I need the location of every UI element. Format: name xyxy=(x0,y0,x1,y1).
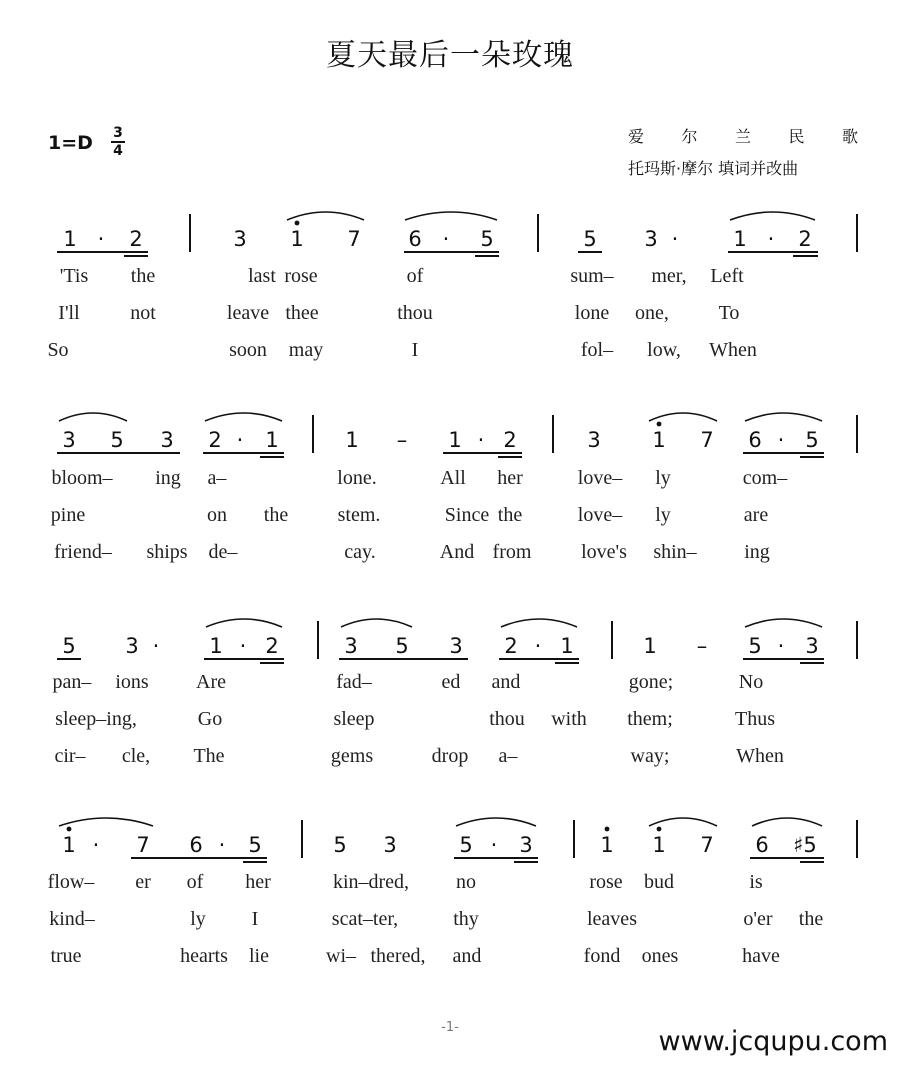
lyric-word: thered, xyxy=(370,945,426,967)
note-0-3: 3 xyxy=(233,227,247,251)
note-1-1: 5 xyxy=(110,428,124,452)
slur-arc xyxy=(649,413,717,421)
slur-arc xyxy=(59,818,153,826)
lyric-word: the xyxy=(130,265,156,287)
note-3-5: 5 xyxy=(248,833,262,857)
slur-arc xyxy=(649,818,717,826)
note-2-2: · xyxy=(152,634,160,658)
note-3-9: · xyxy=(490,833,498,857)
lyric-word: soon xyxy=(229,339,267,361)
lyric-word: have xyxy=(742,945,780,967)
lyric-word: thou xyxy=(489,708,525,730)
note-1-11: 3 xyxy=(587,428,601,452)
slur-arc xyxy=(456,818,536,826)
lyric-word: ing xyxy=(155,467,181,489)
note-0-1: · xyxy=(97,227,105,251)
key-signature: 1=D xyxy=(48,132,93,154)
note-3-13: 7 xyxy=(700,833,714,857)
note-2-8: 3 xyxy=(449,634,463,658)
lyric-word: a– xyxy=(498,745,518,767)
lyric-word: fol– xyxy=(580,339,614,361)
lyric-word: 'Tis xyxy=(59,265,89,287)
lyric-word: ones xyxy=(641,945,679,967)
slur-arc xyxy=(745,413,822,421)
lyric-word: cir– xyxy=(54,745,86,767)
note-3-14: 6 xyxy=(755,833,769,857)
lyric-word: of xyxy=(186,871,204,893)
note-3-7: 3 xyxy=(383,833,397,857)
lyric-word: cle, xyxy=(121,745,151,767)
lyric-word: When xyxy=(709,339,757,361)
note-2-12: 1 xyxy=(643,634,657,658)
note-2-1: 3 xyxy=(125,634,139,658)
slur-arc xyxy=(752,818,822,826)
note-1-4: · xyxy=(236,428,244,452)
note-0-8: 5 xyxy=(480,227,494,251)
lyric-word: o'er xyxy=(743,908,773,930)
note-2-3: 1 xyxy=(209,634,223,658)
lyric-word: may xyxy=(288,339,324,361)
lyric-word: ly xyxy=(655,467,671,489)
slur-arc xyxy=(287,212,364,220)
lyric-word: are xyxy=(743,504,769,526)
lyric-word: ships xyxy=(146,541,188,563)
note-1-10: 2 xyxy=(503,428,517,452)
note-1-2: 3 xyxy=(160,428,174,452)
author-credit: 托玛斯·摩尔 填词并改曲 xyxy=(628,159,799,178)
note-3-12: 1 xyxy=(652,833,666,857)
lyric-word: the xyxy=(263,504,289,526)
note-1-5: 1 xyxy=(265,428,279,452)
lyric-word: and xyxy=(452,945,482,967)
lyric-word: I'll xyxy=(58,302,80,324)
note-2-0: 5 xyxy=(62,634,76,658)
time-signature-bottom: 4 xyxy=(113,143,123,159)
slur-arc xyxy=(341,619,412,627)
slur-arc xyxy=(405,212,497,220)
lyric-word: is xyxy=(749,871,763,893)
lyric-word: And xyxy=(439,541,475,563)
lyric-word: thou xyxy=(397,302,433,324)
lyric-word: from xyxy=(492,541,532,563)
lyric-word: So xyxy=(47,339,69,361)
note-0-13: · xyxy=(767,227,775,251)
note-2-14: 5 xyxy=(748,634,762,658)
origin-credit: 爱 尔 兰 民 歌 xyxy=(628,127,858,146)
slur-arc xyxy=(501,619,577,627)
lyric-word: All xyxy=(440,467,466,489)
lyric-word: stem. xyxy=(337,504,381,526)
slur-arc xyxy=(206,619,282,627)
lyric-word: leave xyxy=(226,302,270,324)
lyric-word: cay. xyxy=(344,541,376,563)
note-0-4: 1 xyxy=(290,227,304,251)
lyric-word: and xyxy=(491,671,521,693)
lyric-word: Left xyxy=(710,265,744,287)
lyric-word: No xyxy=(738,671,764,693)
note-1-9: · xyxy=(477,428,485,452)
slur-arc xyxy=(745,619,822,627)
note-1-12: 1 xyxy=(652,428,666,452)
lyric-word: friend– xyxy=(54,541,112,563)
lyric-word: shin– xyxy=(653,541,697,563)
note-0-2: 2 xyxy=(129,227,143,251)
lyric-word: com– xyxy=(742,467,788,489)
note-0-11: · xyxy=(671,227,679,251)
lyric-word: ed xyxy=(441,671,461,693)
lyric-word: er xyxy=(135,871,151,893)
lyric-word: one, xyxy=(635,302,669,324)
lyric-word: When xyxy=(736,745,784,767)
site-watermark: www.jcqupu.com xyxy=(658,1026,888,1057)
lyric-word: fad– xyxy=(336,671,372,693)
lyric-word: I xyxy=(411,339,419,361)
note-1-8: 1 xyxy=(448,428,462,452)
note-0-9: 5 xyxy=(583,227,597,251)
lyric-word: wi– xyxy=(326,945,356,967)
lyric-word: de– xyxy=(208,541,238,563)
note-3-2: 7 xyxy=(136,833,150,857)
lyric-word: last xyxy=(248,265,276,287)
note-0-10: 3 xyxy=(644,227,658,251)
note-3-15: ♯5 xyxy=(793,833,817,857)
note-3-1: · xyxy=(92,833,100,857)
lyric-word: bud xyxy=(644,871,674,893)
lyric-word: pan– xyxy=(52,671,92,693)
lyric-word: mer, xyxy=(651,265,687,287)
lyric-word: rose xyxy=(589,871,623,893)
note-0-5: 7 xyxy=(347,227,361,251)
lyric-word: drop xyxy=(431,745,469,767)
lyric-word: the xyxy=(497,504,523,526)
lyric-word: kind– xyxy=(49,908,95,930)
lyric-word: not xyxy=(130,302,156,324)
note-2-7: 5 xyxy=(395,634,409,658)
slur-arc xyxy=(205,413,282,421)
lyric-word: the xyxy=(798,908,824,930)
note-1-0: 3 xyxy=(62,428,76,452)
note-3-6: 5 xyxy=(333,833,347,857)
note-2-11: 1 xyxy=(560,634,574,658)
lyric-word: Go xyxy=(197,708,223,730)
note-2-10: · xyxy=(534,634,542,658)
note-3-4: · xyxy=(218,833,226,857)
lyric-word: fond xyxy=(583,945,621,967)
octave-dot-above xyxy=(67,827,72,832)
lyric-word: sleep xyxy=(333,708,375,730)
note-0-12: 1 xyxy=(733,227,747,251)
lyric-word: love– xyxy=(577,504,623,526)
note-2-16: 3 xyxy=(805,634,819,658)
note-1-3: 2 xyxy=(208,428,222,452)
note-1-7: – xyxy=(396,428,408,452)
slur-arc xyxy=(59,413,127,421)
lyric-word: lie xyxy=(249,945,269,967)
lyric-word: gems xyxy=(330,745,374,767)
lyric-word: Since xyxy=(444,504,490,526)
lyric-word: rose xyxy=(284,265,318,287)
slur-arc xyxy=(730,212,815,220)
lyric-word: sum– xyxy=(570,265,614,287)
lyric-word: no xyxy=(456,871,476,893)
lyric-word: of xyxy=(406,265,424,287)
note-3-8: 5 xyxy=(459,833,473,857)
lyric-word: Thus xyxy=(735,708,775,730)
note-1-16: 5 xyxy=(805,428,819,452)
note-2-6: 3 xyxy=(344,634,358,658)
lyric-word: Are xyxy=(196,671,226,693)
lyric-word: love's xyxy=(581,541,627,563)
lyric-word: lone. xyxy=(337,467,377,489)
lyric-word: ing xyxy=(744,541,770,563)
note-1-14: 6 xyxy=(748,428,762,452)
note-1-13: 7 xyxy=(700,428,714,452)
note-1-15: · xyxy=(777,428,785,452)
lyric-word: low, xyxy=(647,339,681,361)
lyric-word: way; xyxy=(630,745,670,767)
note-2-4: · xyxy=(239,634,247,658)
lyric-word: true xyxy=(50,945,82,967)
lyric-word: To xyxy=(718,302,740,324)
time-signature-top: 3 xyxy=(113,125,123,141)
note-0-6: 6 xyxy=(408,227,422,251)
note-0-0: 1 xyxy=(63,227,77,251)
note-3-11: 1 xyxy=(600,833,614,857)
lyric-word: bloom– xyxy=(51,467,113,489)
lyric-word: with xyxy=(551,708,587,730)
lyric-word: leaves xyxy=(587,908,637,930)
song-title: 夏天最后一朵玫瑰 xyxy=(326,38,574,73)
lyric-word: scat–ter, xyxy=(331,908,399,930)
note-2-15: · xyxy=(777,634,785,658)
lyric-word: lone xyxy=(574,302,610,324)
octave-dot-above xyxy=(295,221,300,226)
lyric-word: her xyxy=(497,467,523,489)
lyric-word: thee xyxy=(285,302,319,324)
octave-dot-above xyxy=(605,827,610,832)
octave-dot-above xyxy=(657,422,662,427)
note-3-3: 6 xyxy=(189,833,203,857)
note-0-7: · xyxy=(442,227,450,251)
lyric-word: The xyxy=(193,745,225,767)
lyric-word: sleep–ing, xyxy=(55,708,137,730)
lyric-word: them; xyxy=(627,708,673,730)
lyric-word: ions xyxy=(115,671,149,693)
note-2-5: 2 xyxy=(265,634,279,658)
lyric-word: pine xyxy=(50,504,86,526)
lyric-word: her xyxy=(245,871,271,893)
note-0-14: 2 xyxy=(798,227,812,251)
note-3-10: 3 xyxy=(519,833,533,857)
note-1-6: 1 xyxy=(345,428,359,452)
lyric-word: I xyxy=(251,908,259,930)
lyric-word: kin–dred, xyxy=(332,871,410,893)
lyric-word: love– xyxy=(577,467,623,489)
note-3-0: 1 xyxy=(62,833,76,857)
lyric-word: hearts xyxy=(180,945,228,967)
lyric-word: gone; xyxy=(628,671,674,693)
lyric-word: thy xyxy=(453,908,479,930)
lyric-word: on xyxy=(207,504,227,526)
lyric-word: ly xyxy=(190,908,206,930)
octave-dot-above xyxy=(657,827,662,832)
lyric-word: ly xyxy=(655,504,671,526)
lyric-word: flow– xyxy=(47,871,95,893)
page-number: -1- xyxy=(441,1020,459,1035)
note-2-9: 2 xyxy=(504,634,518,658)
note-2-13: – xyxy=(696,634,708,658)
lyric-word: a– xyxy=(207,467,227,489)
